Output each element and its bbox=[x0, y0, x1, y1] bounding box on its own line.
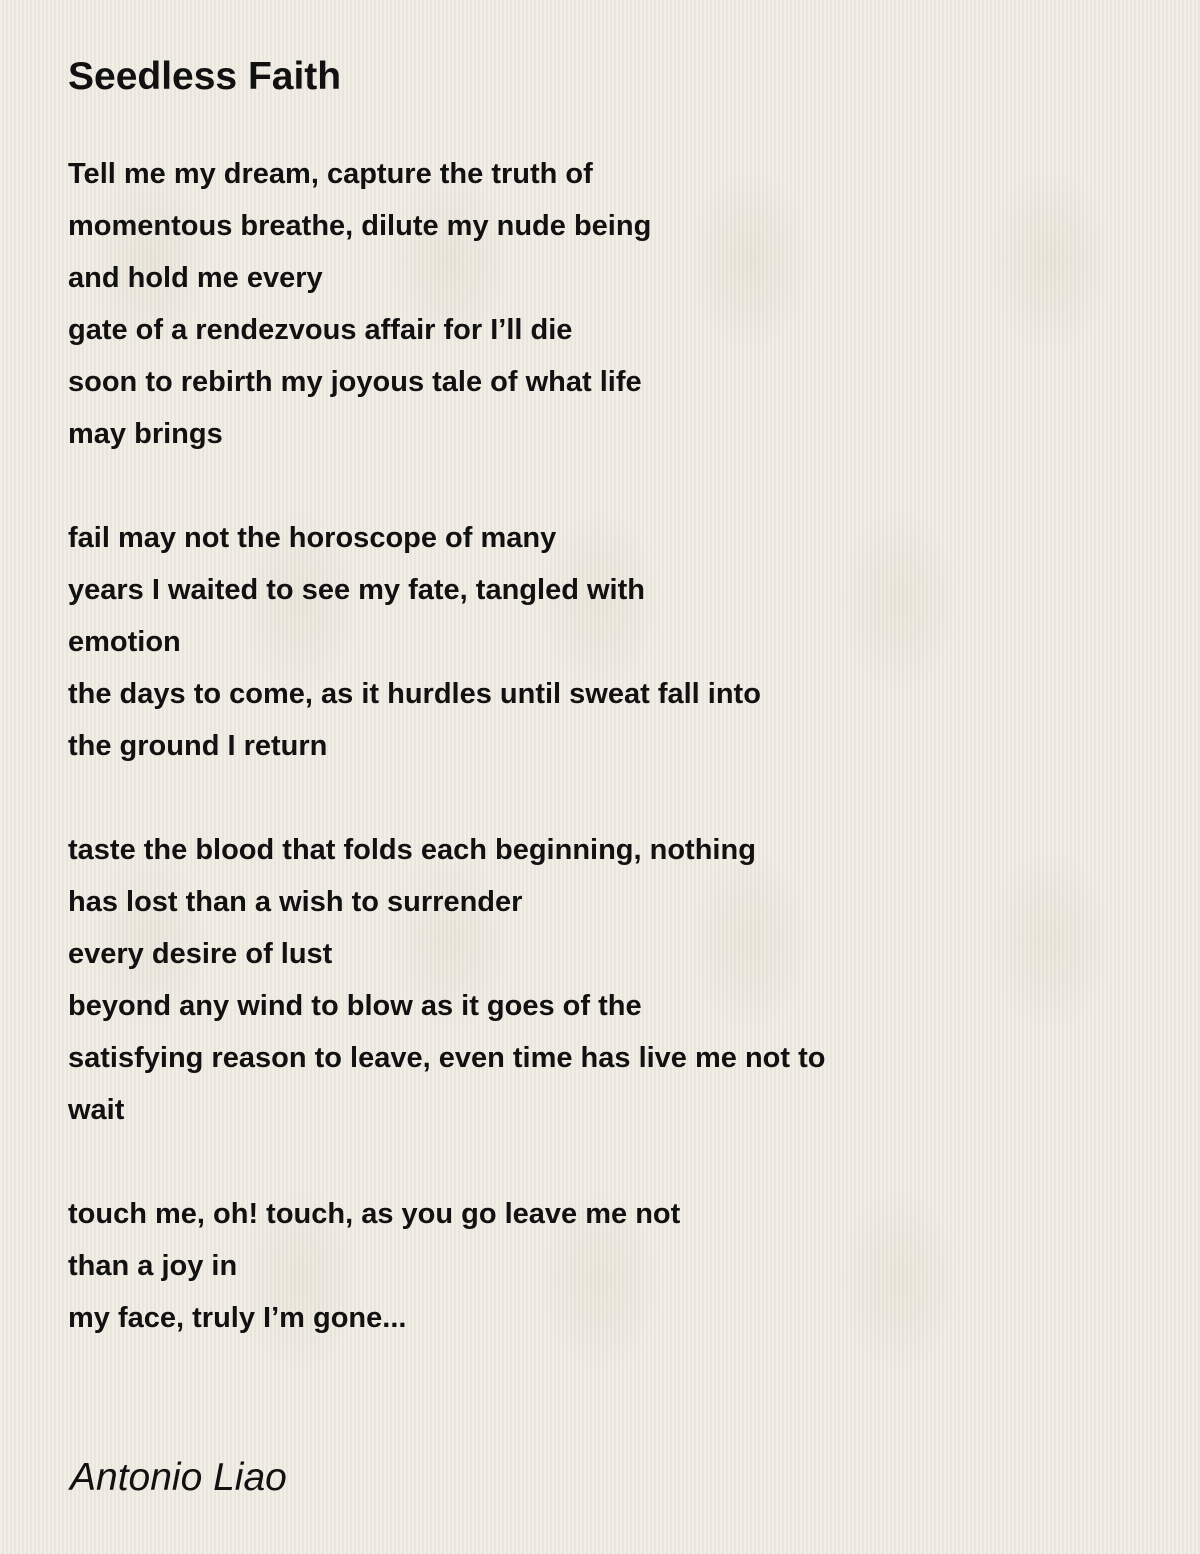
stanza-2 bbox=[68, 512, 1128, 772]
poem-title: Seedless Faith bbox=[68, 55, 342, 98]
poem-line: satisfying reason to leave, even time has live me not to bbox=[68, 1042, 826, 1074]
poem-line: momentous breathe, dilute my nude being bbox=[68, 210, 652, 242]
poem-line: gate of a rendezvous affair for I’ll die bbox=[68, 314, 573, 346]
poem-line: may brings bbox=[68, 418, 223, 450]
poem-line: touch me, oh! touch, as you go leave me not bbox=[68, 1198, 681, 1230]
poem-line: has lost than a wish to surrender bbox=[68, 886, 523, 918]
poem-body bbox=[68, 148, 1128, 1396]
poem-line: years I waited to see my fate, tangled with bbox=[68, 574, 645, 606]
stanza-1 bbox=[68, 148, 1128, 460]
poem-line: emotion bbox=[68, 626, 181, 658]
poem-line: fail may not the horoscope of many bbox=[68, 522, 557, 554]
poem-line: Tell me my dream, capture the truth of bbox=[68, 158, 593, 190]
poem-line: my face, truly I’m gone... bbox=[68, 1302, 407, 1334]
stanza-3 bbox=[68, 824, 1128, 1136]
stanza-4 bbox=[68, 1188, 1128, 1344]
poem-line: soon to rebirth my joyous tale of what life bbox=[68, 366, 642, 398]
poem-author: Antonio Liao bbox=[70, 1456, 287, 1499]
poem-line: beyond any wind to blow as it goes of the bbox=[68, 990, 642, 1022]
poem-line: wait bbox=[68, 1094, 125, 1126]
poem-line: the ground I return bbox=[68, 730, 328, 762]
poem-line: the days to come, as it hurdles until sweat fall into bbox=[68, 678, 761, 710]
poem-line: every desire of lust bbox=[68, 938, 333, 970]
poem-line: taste the blood that folds each beginning, nothing bbox=[68, 834, 756, 866]
poem-line: and hold me every bbox=[68, 262, 323, 294]
poem-line: than a joy in bbox=[68, 1250, 238, 1282]
